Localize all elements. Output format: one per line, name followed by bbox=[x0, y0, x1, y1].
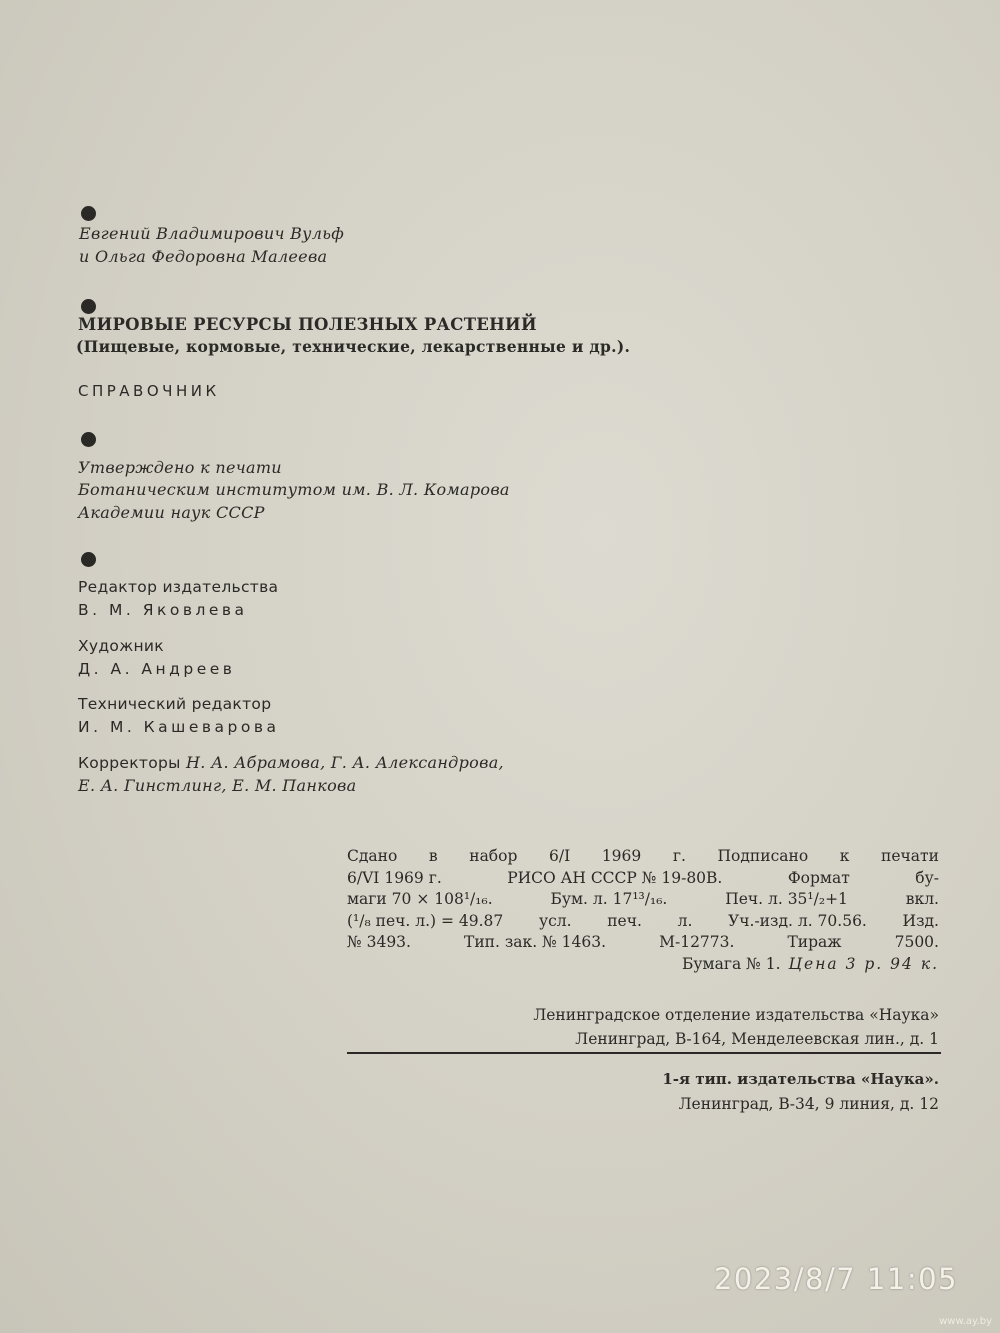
book-subtitle: (Пищевые, кормовые, технические, лекарственные и др.). bbox=[76, 337, 631, 356]
approved-line-1: Утверждено к печати bbox=[78, 458, 282, 477]
approved-line-3: Академии наук СССР bbox=[78, 503, 265, 522]
approved-line-2: Ботаническим институтом им. В. Л. Комарова bbox=[78, 480, 510, 499]
section-bullet bbox=[81, 432, 96, 447]
imprint-line-4: (¹/₈ печ. л.) = 49.87 усл. печ. л. Уч.-изд. л. 70.56. Изд. bbox=[347, 911, 939, 930]
printer-line-2: Ленинград, В-34, 9 линия, д. 12 bbox=[678, 1095, 939, 1113]
section-bullet bbox=[81, 206, 96, 221]
imprint-line-3: маги 70 × 108¹/₁₆. Бум. л. 17¹³/₁₆. Печ. л. 35¹/₂+1 вкл. bbox=[347, 890, 939, 908]
printer-line-1: 1-я тип. издательства «Наука». bbox=[662, 1070, 939, 1088]
book-title: МИРОВЫЕ РЕСУРСЫ ПОЛЕЗНЫХ РАСТЕНИЙ bbox=[78, 315, 537, 334]
section-bullet bbox=[81, 552, 96, 567]
tech-editor-name: И. М. Кашеварова bbox=[78, 718, 280, 736]
section-bullet bbox=[81, 299, 96, 314]
publisher-line-2: Ленинград, В-164, Менделеевская лин., д. 1 bbox=[575, 1030, 939, 1048]
publisher-line-1: Ленинградское отделение издательства «Наука» bbox=[533, 1006, 939, 1024]
artist-name: Д. А. Андреев bbox=[78, 660, 236, 678]
artist-label: Художник bbox=[78, 637, 164, 655]
correctors-line-1 bbox=[78, 753, 504, 772]
imprint-line-6 bbox=[347, 954, 939, 976]
editor-name: В. М. Яковлева bbox=[78, 601, 248, 619]
author-line-1: Евгений Владимирович Вульф bbox=[79, 224, 345, 243]
site-watermark: www.ay.by bbox=[939, 1316, 992, 1327]
paper-grade: Бумага № 1. bbox=[682, 954, 781, 973]
tech-editor-label: Технический редактор bbox=[78, 695, 272, 713]
book-kind: СПРАВОЧНИК bbox=[78, 382, 220, 400]
imprint-line-1: Сдано в набор 6/I 1969 г. Подписано к печати bbox=[347, 847, 939, 865]
price: Цена 3 р. 94 к. bbox=[788, 954, 939, 973]
imprint-line-5: № 3493. Тип. зак. № 1463. М-12773. Тираж 7500. bbox=[347, 933, 939, 951]
correctors-names-2: Е. А. Гинстлинг, Е. М. Панкова bbox=[78, 776, 357, 795]
author-line-2: и Ольга Федоровна Малеева bbox=[79, 247, 328, 266]
editor-label: Редактор издательства bbox=[78, 578, 279, 596]
photo-timestamp: 2023/8/7 11:05 bbox=[713, 1262, 958, 1296]
correctors-label: Корректоры bbox=[78, 754, 181, 772]
imprint-block bbox=[347, 846, 939, 975]
imprint-line-2: 6/VI 1969 г. РИСО АН СССР № 19-80В. Формат бу- bbox=[347, 868, 939, 887]
correctors-names-1: Н. А. Абрамова, Г. А. Александрова, bbox=[186, 753, 504, 772]
divider-rule bbox=[347, 1052, 941, 1054]
